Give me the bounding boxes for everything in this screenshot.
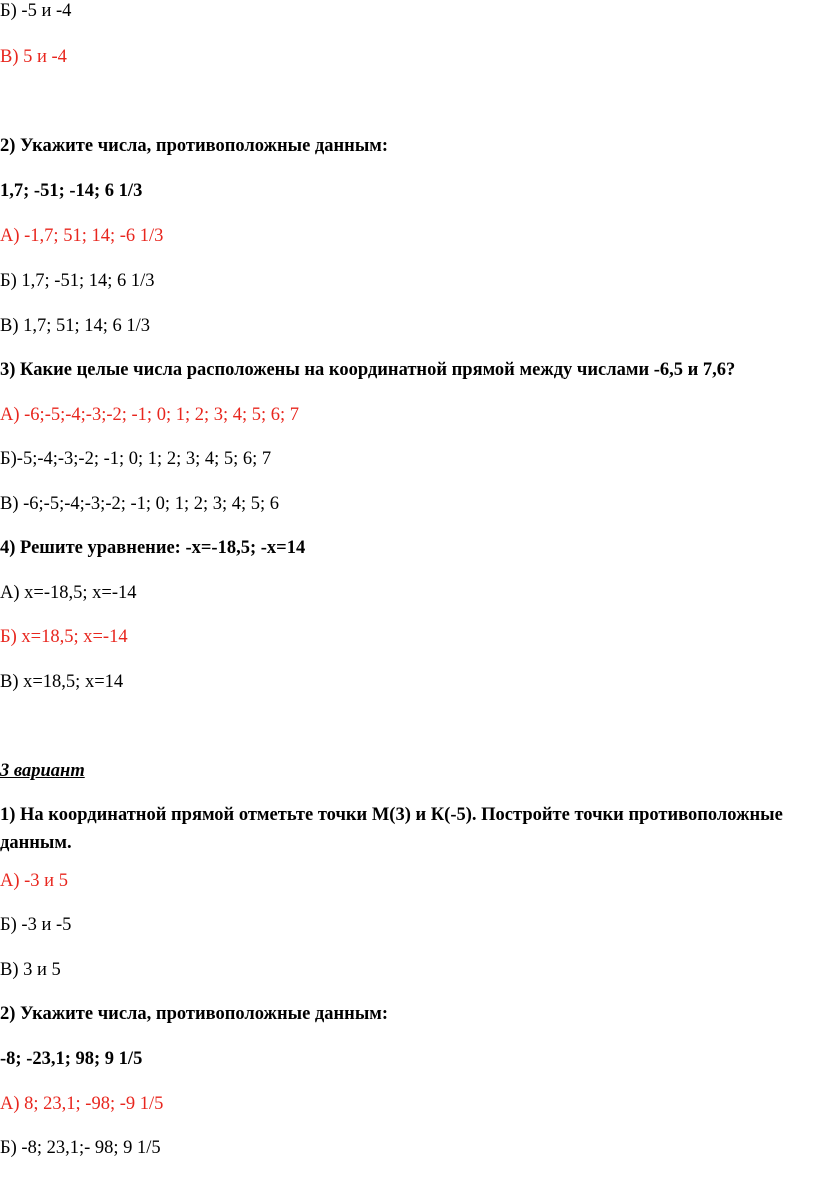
answer-option: Б) 1,7; -51; 14; 6 1/3	[0, 271, 155, 291]
answer-option: В) 1,7; 51; 14; 6 1/3	[0, 316, 151, 336]
answer-option-correct: А) 8; 23,1; -98; -9 1/5	[0, 1094, 164, 1114]
answer-option: В) -6;-5;-4;-3;-2; -1; 0; 1; 2; 3; 4; 5; 6	[0, 494, 280, 514]
answer-option: Б) -8; 23,1;- 98; 9 1/5	[0, 1138, 161, 1158]
variant-heading: 3 вариант	[0, 761, 85, 781]
answer-option: А) х=-18,5; х=-14	[0, 583, 137, 603]
answer-option: Б)-5;-4;-3;-2; -1; 0; 1; 2; 3; 4; 5; 6; 7	[0, 449, 272, 469]
question-title: 3) Какие целые числа расположены на координатной прямой между числами -6,5 и 7,6?	[0, 360, 736, 380]
answer-option: В) 3 и 5	[0, 960, 61, 980]
answer-option-correct: А) -6;-5;-4;-3;-2; -1; 0; 1; 2; 3; 4; 5; 6; 7	[0, 405, 300, 425]
question-title: 1) На координатной прямой отметьте точки М(3) и К(-5). Постройте точки противоположные данным.	[0, 805, 783, 853]
question-title: 4) Решите уравнение: -х=-18,5; -х=14	[0, 538, 306, 558]
answer-option: В) х=18,5; х=14	[0, 672, 124, 692]
answer-option-correct: А) -1,7; 51; 14; -6 1/3	[0, 226, 164, 246]
question-numbers: 1,7; -51; -14; 6 1/3	[0, 181, 143, 201]
answer-option-correct: Б) х=18,5; х=-14	[0, 627, 128, 647]
question-numbers: -8; -23,1; 98; 9 1/5	[0, 1049, 143, 1069]
answer-option: Б) -5 и -4	[0, 1, 72, 21]
answer-option-correct: В) 5 и -4	[0, 47, 67, 67]
answer-option: Б) -3 и -5	[0, 915, 72, 935]
answer-option-correct: А) -3 и 5	[0, 871, 68, 891]
question-title: 2) Укажите числа, противоположные данным:	[0, 1004, 389, 1024]
question-title: 2) Укажите числа, противоположные данным:	[0, 136, 389, 156]
